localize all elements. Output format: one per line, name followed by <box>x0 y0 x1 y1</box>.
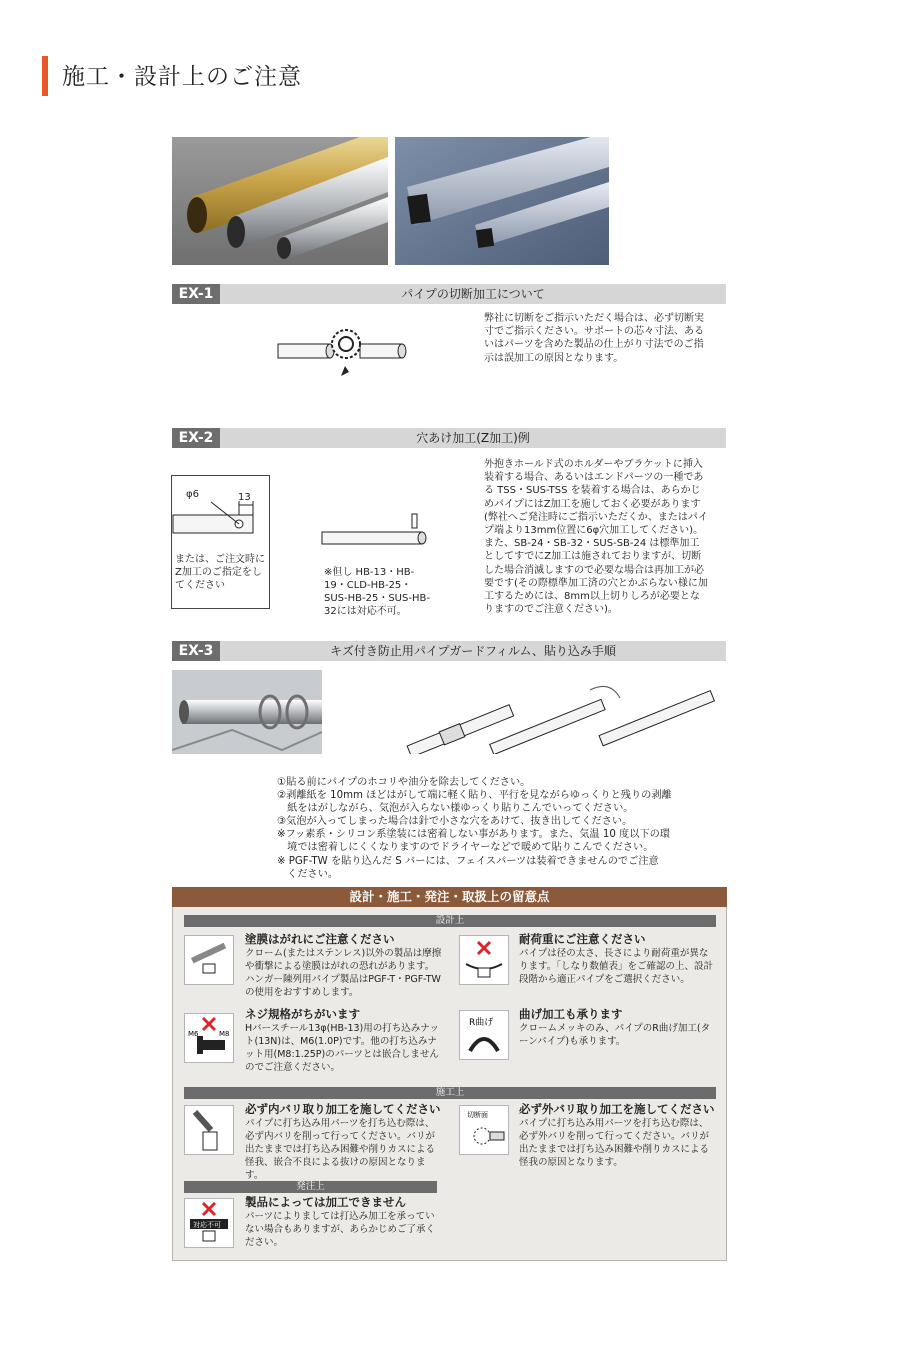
ex3-notes <box>277 776 707 881</box>
order-subheader: 発注上 <box>184 1181 437 1193</box>
caution-text-inner-burr: パイプに打ち込み用パーツを打ち込む際は、必ず内バリを削って行ってください。バリが出たままでは打ち込み困難や削りカスによる怪我、嵌合不良による抜けの原因となります。 <box>245 1118 436 1181</box>
outer-deburring-icon <box>459 1105 509 1155</box>
caution-text-screw: Hバースチール13φ(HB-13)用の打ち込みナット(13N)は、M6(1.0P)です。他の打ち込みナット用(M8:1.25P)のパーツとは嵌合しませんのでご注意ください。 <box>245 1023 440 1073</box>
ex3-tag: EX-3 <box>172 641 220 661</box>
design-subheader: 設計上 <box>184 915 716 927</box>
dim-phi6-label: φ6 <box>186 489 199 500</box>
m8-label: M8 <box>219 1030 230 1038</box>
dim-13-label: 13 <box>238 492 251 503</box>
ex3-note: ※フッ素系・シリコン系塗装には密着しない事があります。また、気温 10 度以下の環 <box>277 829 670 841</box>
m6-label: M6 <box>188 1030 199 1038</box>
ex2-exception-note: ※但し HB-13・HB-19・CLD-HB-25・SUS-HB-25・SUS-HB-32には対応不可。 <box>324 567 430 617</box>
ex1-tag: EX-1 <box>172 284 220 304</box>
caution-title-paint: 塗膜はがれにご注意ください <box>245 932 395 946</box>
z-process-box-note: または、ご注文時にZ加工のご指定をしてください <box>175 554 265 591</box>
ex3-title: キズ付き防止用パイプガードフィルム、貼り込み手順 <box>330 644 616 658</box>
inner-deburring-icon <box>184 1105 234 1155</box>
cut-face-label: 切断面 <box>467 1111 488 1119</box>
cautions-title: 設計・施工・発注・取扱上の留意点 <box>172 887 727 907</box>
r-bend-label: R曲げ <box>469 1018 494 1028</box>
photo-round-pipes <box>172 137 388 265</box>
ex3-note: ②剥離紙を 10mm ほどはがして端に軽く貼り、平行を見ながらゆっくりと残りの剥離 <box>277 790 672 802</box>
ex2-tag: EX-2 <box>172 428 220 448</box>
page-title: 施工・設計上のご注意 <box>62 64 302 90</box>
caution-text-paint: クローム(またはステンレス)以外の製品は摩擦や衝撃による塗膜はがれの恐れがあります。ハンガー陳列用パイプ製品はPGF-T・PGF-TWの使用をおすすめします。 <box>245 948 442 998</box>
ex3-note: ③気泡が入ってしまった場合は針で小さな穴をあけて、抜き出してください。 <box>277 816 633 828</box>
ex3-note: ※ PGF-TW を貼り込んだ S バーには、フェイスパーツは装着できませんのでご注意 <box>277 855 659 867</box>
caution-text-unsupported: パーツによりましては打込み加工を承っていない場合もありますが、あらかじめご了承ください。 <box>245 1211 436 1248</box>
pipe-cutting-diagram <box>275 318 415 384</box>
ex3-note: ください。 <box>277 868 339 880</box>
r-bend-icon <box>459 1010 509 1060</box>
film-application-steps-diagram <box>400 670 720 754</box>
ex2-text: 外抱きホールド式のホルダーやブラケットに挿入装着する場合、あるいはエンドパーツの一種である TSS・SUS-TSS を装着する場合は、あらかじめパイプにはZ加工を施しておく必要があります(弊社へご発注時にご指示いただくか、またはパイプ端より13mm位置に6φ穴加工してください)。また、SB-24・SB-32・SUS-SB-24 は標準加工としてすでにZ加工は施されておりますが、切断した場合消滅しますので必要な場合は再加工が必要です(その際標準加工済の穴とかぶらない様に加工するためには、8mm以上切りしろが必要となりますのでご注意ください)。 <box>484 459 708 616</box>
photo-flat-oval-pipes <box>395 137 609 265</box>
title-accent-bar <box>42 56 48 96</box>
ex3-note: 紙をはがしながら、気泡が入らない様ゆっくり貼りこんでいってください。 <box>277 803 634 815</box>
caution-title-inner-burr: 必ず内バリ取り加工を施してください <box>245 1102 441 1116</box>
caution-title-outer-burr: 必ず外バリ取り加工を施してください <box>519 1102 715 1116</box>
not-supported-label: 対応不可 <box>193 1221 221 1229</box>
caution-title-screw: ネジ規格がちがいます <box>245 1007 360 1021</box>
ex2-title: 穴あけ加工(Z加工)例 <box>416 431 530 445</box>
ex1-title: パイプの切断加工について <box>401 287 545 301</box>
caution-title-unsupported: 製品によっては加工できません <box>245 1195 406 1209</box>
photo-hanger-pipe <box>172 670 322 754</box>
pipe-with-hole-diagram <box>320 512 432 552</box>
ex1-text: 弊社に切断をご指示いただく場合は、必ず切断実寸でご指示ください。サポートの芯々寸法、あるいはパーツを含めた製品の仕上がり寸法でのご指示は誤加工の原因となります。 <box>484 313 704 364</box>
caution-title-load: 耐荷重にご注意ください <box>519 932 646 946</box>
caution-text-outer-burr: パイプに打ち込み用パーツを打ち込む際は、必ず外バリを削って行ってください。バリが出たままでは打ち込み困難や削りカスによる怪我の原因となります。 <box>519 1118 710 1168</box>
caution-text-bend: クロームメッキのみ、パイプのR曲げ加工(ターンパイプ)も承ります。 <box>519 1023 711 1047</box>
load-capacity-icon <box>459 935 509 985</box>
caution-title-bend: 曲げ加工も承ります <box>519 1007 623 1021</box>
construction-subheader: 施工上 <box>184 1087 716 1099</box>
not-supported-icon <box>184 1198 234 1248</box>
screw-standard-icon <box>184 1013 234 1063</box>
ex3-note: ①貼る前にパイプのホコリや油分を除去してください。 <box>277 777 531 788</box>
paint-peel-icon <box>184 935 234 985</box>
caution-text-load: パイプは径の太さ、長さにより耐荷重が異なります。「しなり数値表」をご確認の上、設計段階から適正パイプをご選択ください。 <box>519 948 713 985</box>
ex3-note: 境では密着しにくくなりますのでドライヤーなどで暖めて貼りこんでください。 <box>277 842 654 854</box>
